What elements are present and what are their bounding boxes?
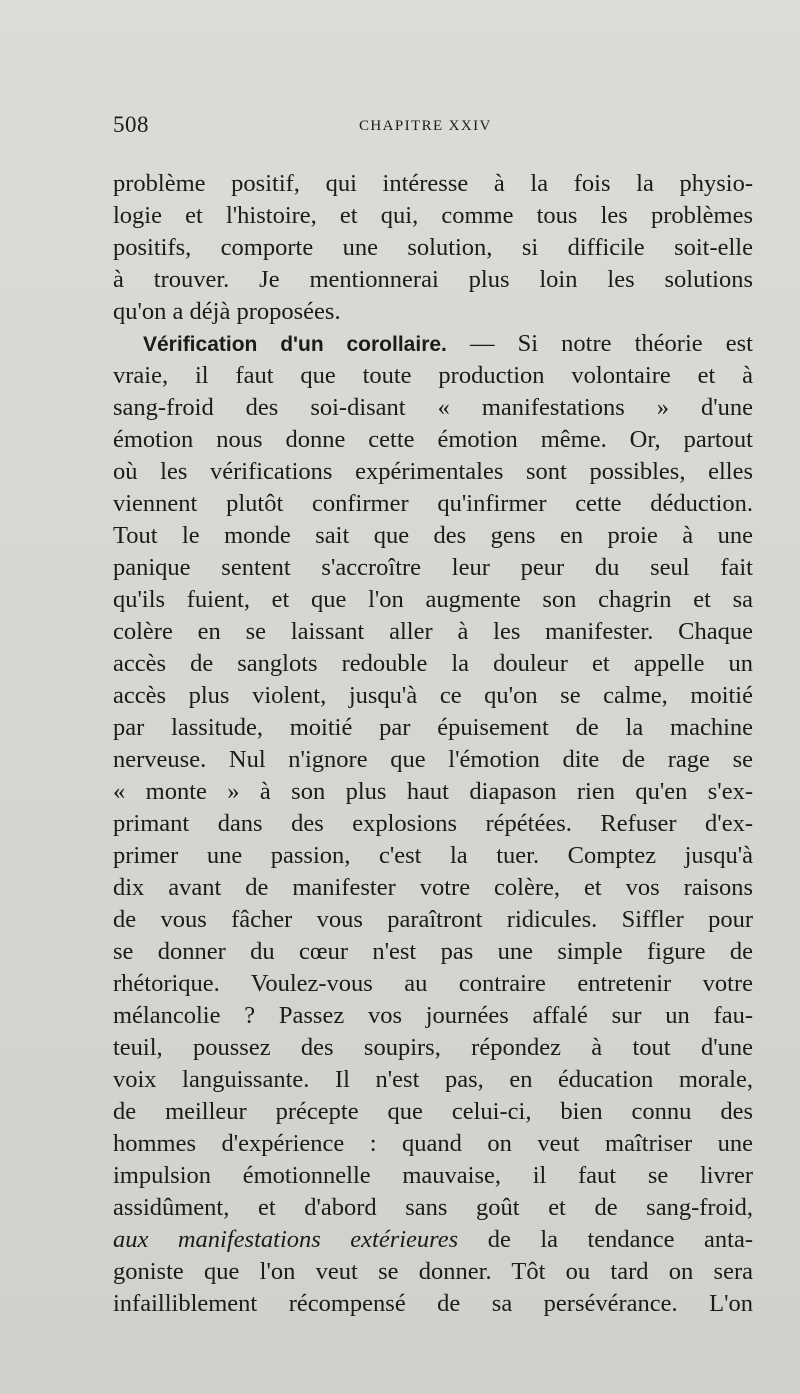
text-line: accès plus violent, jusqu'à ce qu'on se calme, moitié: [113, 682, 753, 709]
text-line: primant dans des explosions répétées. Refuser d'ex-: [113, 810, 753, 837]
text-line: de vous fâcher vous paraîtront ridicules. Siffler pour: [113, 906, 753, 933]
running-head: CHAPITRE XXIV: [359, 118, 492, 134]
text-line: émotion nous donne cette émotion même. Or, partout: [113, 426, 753, 453]
page-number: 508: [113, 112, 149, 137]
paragraph-heading: Vérification d'un corollaire.: [143, 333, 447, 356]
text-line: [113, 328, 753, 360]
text-line: colère en se laissant aller à les manifester. Chaque: [113, 618, 753, 645]
text-line: nerveuse. Nul n'ignore que l'émotion dite de rage se: [113, 746, 753, 773]
text-line: rhétorique. Voulez-vous au contraire entretenir votre: [113, 970, 753, 997]
text-line: de meilleur précepte que celui-ci, bien connu des: [113, 1098, 753, 1125]
text-line: hommes d'expérience : quand on veut maîtriser une: [113, 1130, 753, 1157]
text-line: vraie, il faut que toute production volontaire et à: [113, 362, 753, 389]
text-line-rest: — Si notre théorie est: [446, 330, 753, 357]
text-line: goniste que l'on veut se donner. Tôt ou tard on sera: [113, 1258, 753, 1285]
text-line: qu'on a déjà proposées.: [113, 298, 341, 325]
text-line: par lassitude, moitié par épuisement de la machine: [113, 714, 753, 741]
text-line: problème positif, qui intéresse à la fois la physio-: [113, 170, 753, 197]
text-line-rest: de la tendance anta-: [458, 1226, 753, 1253]
text-line: voix languissante. Il n'est pas, en éducation morale,: [113, 1066, 753, 1093]
text-line: viennent plutôt confirmer qu'infirmer cette déduction.: [113, 490, 753, 517]
text-line: se donner du cœur n'est pas une simple figure de: [113, 938, 753, 965]
text-line: positifs, comporte une solution, si difficile soit-elle: [113, 234, 753, 261]
text-line: à trouver. Je mentionnerai plus loin les solutions: [113, 266, 753, 293]
text-line: mélancolie ? Passez vos journées affalé sur un fau-: [113, 1002, 753, 1029]
text-line: sang-froid des soi-disant « manifestations » d'une: [113, 394, 753, 421]
text-line: infailliblement récompensé de sa persévérance. L'on: [113, 1290, 753, 1317]
text-line: Tout le monde sait que des gens en proie à une: [113, 522, 753, 549]
text-line: où les vérifications expérimentales sont possibles, elles: [113, 458, 753, 485]
body-text: [113, 168, 753, 1320]
text-line: dix avant de manifester votre colère, et vos raisons: [113, 874, 753, 901]
text-line: [113, 1224, 753, 1256]
text-line: impulsion émotionnelle mauvaise, il faut se livrer: [113, 1162, 753, 1189]
text-line: assidûment, et d'abord sans goût et de sang-froid,: [113, 1194, 753, 1221]
text-line: primer une passion, c'est la tuer. Comptez jusqu'à: [113, 842, 753, 869]
text-line: qu'ils fuient, et que l'on augmente son chagrin et sa: [113, 586, 753, 613]
text-line: teuil, poussez des soupirs, répondez à tout d'une: [113, 1034, 753, 1061]
page-header: [113, 112, 753, 144]
text-line: « monte » à son plus haut diapason rien qu'en s'ex-: [113, 778, 753, 805]
text-line: panique sentent s'accroître leur peur du seul fait: [113, 554, 753, 581]
text-line: logie et l'histoire, et qui, comme tous les problèmes: [113, 202, 753, 229]
text-line: accès de sanglots redouble la douleur et appelle un: [113, 650, 753, 677]
emphasized-phrase: aux manifestations extérieures: [113, 1226, 459, 1253]
